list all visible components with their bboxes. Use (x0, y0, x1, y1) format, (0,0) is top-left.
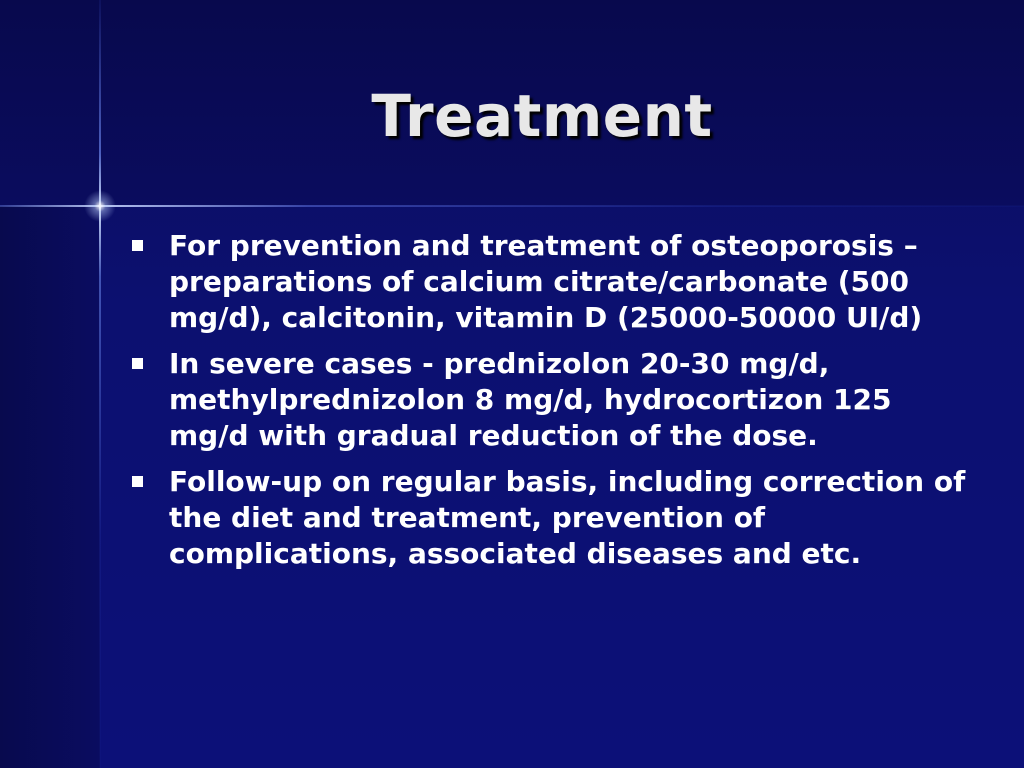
bullet-text: In severe cases - prednizolon 20-30 mg/d, methylprednizolon 8 mg/d, hydrocortizon 125 mg/d with gradual reduction of the dose. (169, 347, 892, 452)
bullet-item (130, 464, 970, 572)
bullet-item (130, 228, 970, 336)
horizontal-glow-line (0, 205, 1024, 207)
slide-title: Treatment (371, 82, 713, 150)
light-flare-icon (84, 190, 116, 222)
bullet-text: For prevention and treatment of osteoporosis – preparations of calcium citrate/carbonate (500 mg/d), calcitonin, vitamin D (25000-50000 UI/d) (169, 229, 923, 334)
bullet-list (130, 228, 970, 582)
square-bullet-icon (132, 476, 143, 487)
square-bullet-icon (132, 240, 143, 251)
bullet-text: Follow-up on regular basis, including correction of the diet and treatment, prevention of complications, associated diseases and etc. (169, 465, 966, 570)
left-band (0, 206, 100, 768)
bullet-item (130, 346, 970, 454)
square-bullet-icon (132, 358, 143, 369)
